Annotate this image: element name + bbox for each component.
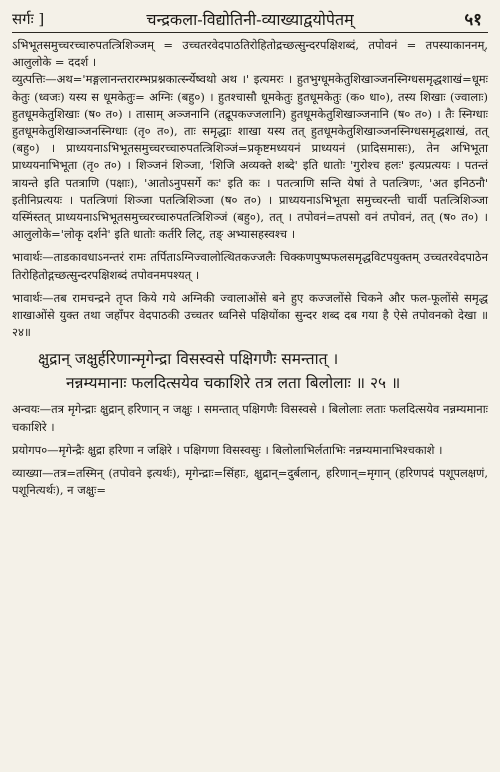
canto-label: सर्गः ] <box>12 10 45 28</box>
paragraph-vyutpatti: व्युत्पत्तिः—अथ='मङ्गलानन्तरारम्भप्रश्नकार्त्स्न्येष्वथो अथ ।' इत्यमरः । हुतभुग्धूमकेतुशिखाञ्जनस्निग्धसमृद्धशाखं=धूमः केतुः (ध्वजः) यस्य स धूमकेतुः= अग्निः (बहु०) । हुतश्चासौ धूमकेतुः हुतधूमकेतुः (क० धा०), तस्य शिखाः (ज्वालाः) हुतधूमकेतुशिखाः (ष० त०) । तासाम् अञ्जनानि (तद्रूपकज्जलानि) हुतधूमकेतुशिखाञ्जनानि (ष० त०) । तैः स्निग्धाः हुतधूमकेतुशिखाञ्जनस्निग्धाः (तृ० त०), ताः समृद्धाः शाखा यस्य तत् हुतधूमकेतुशिखाञ्जनस्निग्धसमृद्धशाखं, तत् (बहु०) । प्राध्ययनाऽभिभूतसमुच्चरच्चारुपतत्त्रिशिञ्जं=प्रकृष्टमध्ययनं प्राध्ययनं (प्रादिसमासः), तेन अभिभूता प्राध्ययनाभिभूता (तृ० त०) । शिञ्जनं शिञ्जा, 'शिजि अव्यक्ते शब्दे' इति धातोः 'गुरोश्च हलः' इत्यप्रत्ययः । पतन्तं त्रायन्ते इति पतत्राणि (पक्षाः), 'आतोऽनुपसर्गे कः' इति कः । पतत्त्राणि सन्ति येषां ते पतत्त्रिणः, 'अत इनिठनौ' इतीनिप्रत्ययः । पतत्त्रिणां शिञ्जा पतत्त्रिशिञ्जा (ष० त०) । प्राध्ययनाऽभिभूता समुच्चरन्ती चार्वी पतत्त्रिशिञ्जा यस्मिंस्तत् प्राध्ययनाऽभिभूतसमुच्चरच्चारुपतत्त्रिशिञ्जं (बहु०), तत् । तपोवनं=तपसो वनं तपोवनं, तत् (ष० त०) । आलुलोके='लोकृ दर्शने' इति धातोः कर्तरि लिट्, तङ् अभ्यासहस्वश्च । <box>12 72 488 242</box>
paragraph-anvaya: अन्वयः—तत्र मृगेन्द्राः क्षुद्रान् हरिणान् न जक्षुः । समन्तात् पक्षिगणैः विसस्वसे । बिलोलाः लताः फलदित्सयेव नन्नम्यमानाः चकाशिरे । <box>12 402 488 434</box>
page-number: ५१ <box>464 10 482 30</box>
paragraph-vyakhya: व्याख्या—तत्र=तस्मिन् (तपोवने इत्यर्थः), मृगेन्द्राः=सिंहाः, क्षुद्रान्=दुर्बलान्, हरिणान्=मृगान् (हरिणपदं पशूपलक्षणं, पशूनित्यर्थः), न जक्षुः= <box>12 466 488 498</box>
page-header <box>12 6 488 33</box>
running-title: चन्द्रकला-विद्योतिनी-व्याख्याद्वयोपेतम् <box>146 10 354 29</box>
verse-line-2: नन्नम्यमानाः फलदित्सयेव चकाशिरे तत्र लता बिलोलाः ॥ २५ ॥ <box>66 374 401 393</box>
paragraph-bhavartha-hindi: भावार्थः—तब रामचन्द्रने तृप्त किये गये अग्निकी ज्वालाओंसे बने हुए कज्जलोंसे चिकने और फल-फूलोंसे समृद्ध शाखाओंसे युक्त तथा जहाँपर वेदपाठकी उच्चतर ध्वनिसे पक्षियोंका सुन्दर शब्द दब गया है ऐसे तपोवनको देखा ॥२४॥ <box>12 290 488 340</box>
paragraph-bhavartha-sanskrit: भावार्थः—ताडकावधाऽनन्तरं रामः तर्पिताऽग्निज्वालोत्थितकज्जलैः चिक्कणपुष्पफलसमृद्धविटपयुक्तम् उच्चतरवेदपाठेन तिरोहितोद्गच्छत्सुन्दरपक्षिशब्दं तपोवनमपश्यत् । <box>12 250 488 282</box>
paragraph-prayoga: प्रयोगप०—मृगेन्द्रैः क्षुद्रा हरिणा न जक्षिरे । पक्षिगणा विसस्वसुः । बिलोलाभिर्लताभिः नन्नम्यमानाभिश्चकाशे । <box>12 442 443 457</box>
paragraph-prev-commentary: ऽभिभूतसमुच्चरच्चारुपतत्त्रिशिञ्जम् = उच्चतरवेदपाठतिरोहितोद्रच्छत्सुन्दरपक्षिशब्दं, तपोवनं = तपस्याकाननम्, आलुलोके = ददर्श । <box>12 38 488 70</box>
verse-line-1: क्षुद्रान् जक्षुर्हरिणान्मृगेन्द्रा विसस्वसे पक्षिगणैः समन्तात् । <box>38 350 339 369</box>
